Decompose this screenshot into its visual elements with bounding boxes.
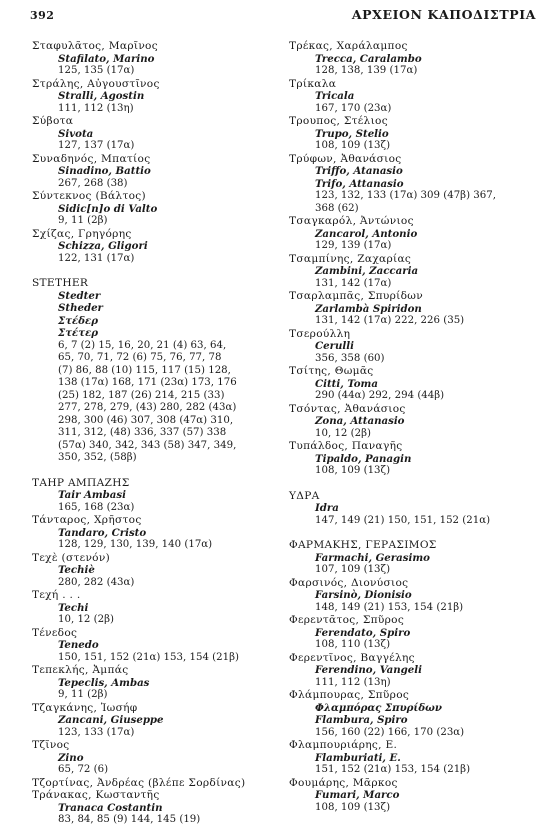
index-variant: Zarlambà Spiridon	[315, 302, 422, 315]
index-references: 131, 142 (17α)	[315, 277, 392, 289]
index-headword: Τεπεκλής, Ἀμπάς	[32, 664, 129, 676]
index-headword: Σύβοτα	[32, 115, 74, 127]
index-references: 122, 131 (17α)	[58, 252, 135, 264]
index-variant: Stedter	[58, 289, 101, 302]
index-variant: Cerulli	[315, 340, 354, 352]
index-variant: Zino	[58, 751, 84, 764]
section-gap	[32, 265, 280, 277]
index-headword: Φουμάρης, Μᾶρκος	[289, 776, 398, 789]
index-references: 356, 358 (60)	[315, 352, 385, 364]
index-references-continued: (57α) 340, 342, 343 (58) 347, 349,	[58, 439, 237, 451]
index-references-continued: 65, 70, 71, 72 (6) 75, 76, 77, 78	[58, 352, 222, 363]
index-references: 123, 133 (17α)	[58, 726, 135, 738]
index-references: 280, 282 (43α)	[58, 576, 135, 588]
index-headword: Φαρσινός, Διονύσιος	[289, 576, 409, 589]
index-headword: Τρύφων, Ἀθανάσιος	[289, 152, 402, 165]
index-references: 111, 112 (13η)	[58, 102, 134, 114]
index-headword: ΦΑΡΜΑΚΗΣ, ΓΕΡΑΣΙΜΟΣ	[289, 539, 437, 551]
index-variant: Zona, Attanasio	[315, 415, 405, 427]
index-variant: Farmachi, Gerasimo	[315, 551, 430, 564]
index-headword: Σταφυλᾶτος, Μαρῖνος	[32, 40, 158, 52]
index-headword: ΥΔΡΑ	[289, 489, 320, 502]
index-references: 9, 11 (2β)	[58, 215, 108, 226]
index-variant: Sivota	[58, 127, 94, 140]
index-headword: Τάνταρος, Χρῆστος	[32, 514, 142, 526]
index-references: 108, 109 (13ζ)	[315, 465, 391, 476]
index-headword: Τεχὲ (στενόν)	[32, 551, 111, 564]
index-references-continued: 350, 352, (58β)	[58, 452, 137, 463]
index-references-continued: 277, 278, 279, (43) 280, 282 (43α)	[58, 402, 237, 413]
index-references: 128, 129, 130, 139, 140 (17α)	[58, 539, 213, 550]
index-references: 129, 139 (17α)	[315, 240, 392, 251]
index-variant: Zancarol, Antonio	[315, 227, 418, 240]
index-references: 151, 152 (21α) 153, 154 (21β)	[315, 764, 471, 775]
index-headword: Τζορτίνας, Ἀνδρέας (βλέπε Σορδίνας)	[32, 776, 246, 789]
index-headword: Τσίτης, Θωμᾶς	[289, 365, 374, 377]
index-headword: Τσαρλαμπᾶς, Σπυρίδων	[289, 290, 423, 302]
index-variant: Tricala	[315, 90, 355, 102]
index-headword: Φερεντῖνος, Βαγγέλης	[289, 651, 415, 664]
index-variant: Στέδερ	[58, 314, 99, 327]
index-variant: Zambini, Zaccaria	[315, 265, 419, 277]
index-references: 6, 7 (2) 15, 16, 20, 21 (4) 63, 64,	[58, 339, 227, 351]
index-references: 127, 137 (17α)	[58, 140, 135, 151]
index-variant: Tranaca Costantin	[58, 801, 163, 814]
index-variant: Tepeclis, Ambas	[58, 676, 150, 689]
index-headword: Στράλης, Αὐγουστῖνος	[32, 77, 160, 90]
index-variant: Tenedo	[58, 639, 99, 651]
index-references: 111, 112 (13η)	[315, 676, 391, 688]
index-headword: STETHER	[32, 277, 89, 289]
index-references: 10, 12 (2β)	[58, 614, 114, 625]
index-references-continued: (25) 182, 187 (26) 214, 215 (33)	[58, 389, 225, 401]
index-references: 108, 110 (13ζ)	[315, 639, 391, 650]
section-gap	[289, 478, 541, 490]
index-headword: Τζαγκάνης, Ἰωσήφ	[32, 701, 138, 714]
index-variant: Ferendato, Spiro	[315, 626, 411, 639]
index-references: 107, 109 (13ζ)	[315, 564, 391, 575]
index-variant: Στέτερ	[58, 327, 99, 339]
index-references: 148, 149 (21) 153, 154 (21β)	[315, 601, 464, 613]
index-references: 123, 132, 133 (17α) 309 (47β) 367,	[315, 190, 496, 201]
index-headword: Σχίζας, Γρηγόρης	[32, 227, 132, 240]
index-variant: Techi	[58, 601, 89, 614]
index-variant: Sidic[n]o di Valto	[58, 202, 158, 215]
index-headword: Τρίκαλα	[289, 77, 337, 90]
index-variant: Schizza, Gligori	[58, 240, 148, 252]
index-headword: Τένεδος	[32, 626, 78, 639]
index-variant: Flamburiati, E.	[315, 751, 401, 764]
index-headword: Τσόντας, Ἀθανάσιος	[289, 402, 406, 415]
index-headword: Τρέκας, Χαράλαμπος	[289, 40, 408, 52]
index-references: 108, 109 (13ζ)	[315, 140, 391, 151]
index-references: 147, 149 (21) 150, 151, 152 (21α)	[315, 514, 491, 526]
index-references-continued: (7) 86, 88 (10) 115, 117 (15) 128,	[58, 364, 231, 376]
index-headword: Συναδηνός, Μπατίος	[32, 152, 151, 165]
index-variant: Sinadino, Battio	[58, 165, 151, 177]
index-references: 290 (44α) 292, 294 (44β)	[315, 390, 445, 401]
index-references-continued: 311, 312, (48) 336, 337 (57) 338	[58, 427, 227, 438]
index-headword: Τσαγκαρόλ, Ἀντώνιος	[289, 215, 414, 227]
index-headword: Σύντεκνος (Βάλτος)	[32, 190, 146, 202]
section-gap	[289, 527, 541, 539]
index-variant: Trecca, Caralambo	[315, 52, 422, 65]
index-variant: Idra	[315, 502, 339, 514]
index-references: 10, 12 (2β)	[315, 427, 371, 439]
index-variant: Farsinò, Dionisio	[315, 589, 412, 601]
index-variant: Tandaro, Cristo	[58, 526, 147, 539]
index-references-continued: 368 (62)	[315, 202, 359, 214]
right-index-column	[289, 40, 541, 814]
index-variant: Ferendino, Vangeli	[315, 664, 423, 676]
index-references: 128, 138, 139 (17α)	[315, 65, 418, 76]
index-variant: Triffo, Atanasio	[315, 165, 403, 177]
index-variant: Stafilato, Marino	[58, 52, 155, 65]
index-headword: Τυπάλδος, Παναγῆς	[289, 440, 403, 452]
index-references: 108, 109 (13ζ)	[315, 801, 391, 813]
index-references: 131, 142 (17α) 222, 226 (35)	[315, 315, 465, 326]
index-references: 156, 160 (22) 166, 170 (23α)	[315, 726, 465, 738]
index-references-continued: 138 (17α) 168, 171 (23α) 173, 176	[58, 377, 237, 388]
index-headword: Φλαμπουριάρης, Ε.	[289, 739, 398, 751]
index-variant: Techiè	[58, 564, 95, 576]
index-variant: Tair Ambasi	[58, 489, 127, 501]
index-headword: ΤΑΗΡ ΑΜΠΑΖΗΣ	[32, 476, 130, 489]
page-number: 392	[30, 9, 55, 22]
running-title: ΑΡΧΕΙΟΝ ΚΑΠΟΔΙΣΤΡΙΑ	[351, 7, 536, 22]
index-headword: Φερεντᾶτος, Σπῦρος	[289, 614, 405, 626]
index-headword: Τσερούλλη	[289, 327, 351, 340]
left-index-column	[32, 40, 280, 827]
index-references: 150, 151, 152 (21α) 153, 154 (21β)	[58, 651, 239, 663]
index-variant: Fumari, Marco	[315, 789, 400, 801]
index-headword: Τζῖνος	[32, 739, 70, 751]
index-variant: Trupo, Stelio	[315, 127, 389, 140]
index-references: 65, 72 (6)	[58, 764, 109, 775]
index-references: 267, 268 (38)	[58, 177, 128, 189]
index-references: 167, 170 (23α)	[315, 102, 392, 114]
index-references-continued: 298, 300 (46) 307, 308 (47α) 310,	[58, 414, 234, 426]
index-variant: Stheder	[58, 302, 103, 314]
index-references: 9, 11 (2β)	[58, 689, 108, 700]
index-references: 83, 84, 85 (9) 144, 145 (19)	[58, 814, 201, 825]
index-variant: Φλαμπόρας Σπυρίδων	[315, 701, 442, 714]
index-variant: Citti, Toma	[315, 377, 378, 390]
index-headword: Τρουπος, Στέλιος	[289, 115, 388, 127]
index-variant: Flambura, Spiro	[315, 714, 408, 726]
index-references: 125, 135 (17α)	[58, 65, 135, 76]
index-variant: Stralli, Agostin	[58, 90, 145, 102]
section-gap	[32, 465, 280, 477]
index-references: 165, 168 (23α)	[58, 501, 135, 513]
index-variant: Trifo, Attanasio	[315, 177, 404, 190]
page-header	[0, 0, 550, 26]
index-headword: Τράνακας, Κωσταντῆς	[32, 789, 160, 801]
index-variant: Zancani, Giuseppe	[58, 714, 164, 726]
index-variant: Tipaldo, Panagin	[315, 452, 412, 465]
index-headword: Φλάμπουρας, Σπῦρος	[289, 689, 410, 701]
index-headword: Τσαμπίνης, Ζαχαρίας	[289, 252, 412, 265]
index-headword: Τεχή . . .	[32, 589, 81, 601]
